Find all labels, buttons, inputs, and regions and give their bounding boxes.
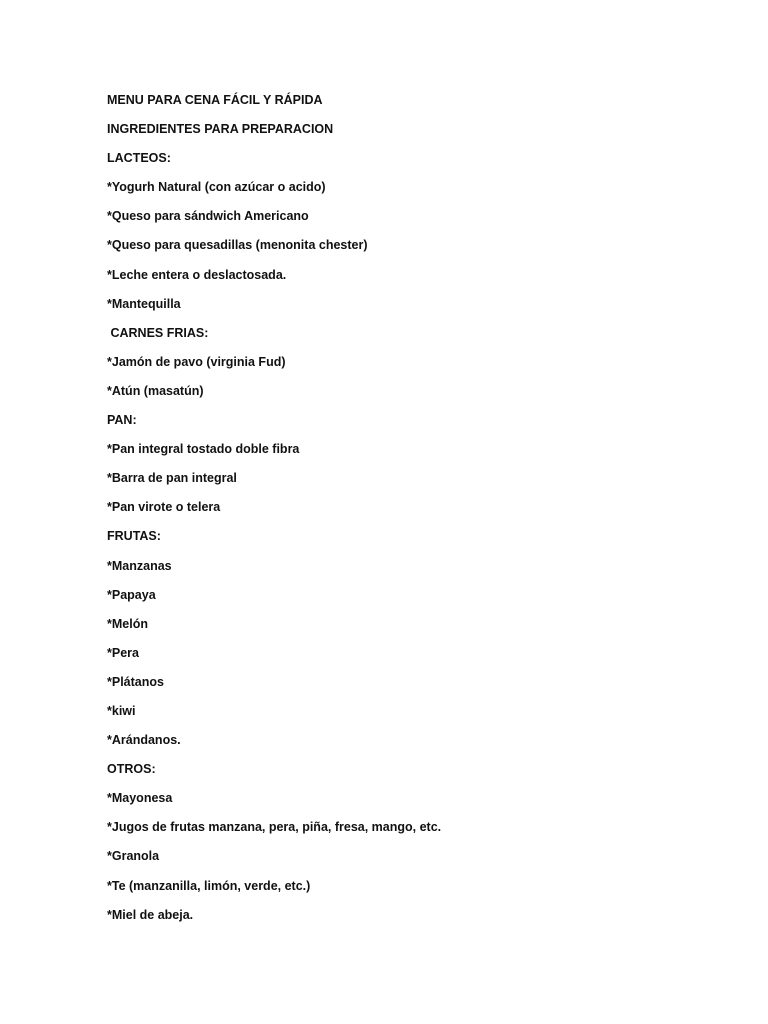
list-item: *Plátanos xyxy=(107,674,164,689)
list-item: *Mantequilla xyxy=(107,296,181,311)
list-item: *Pera xyxy=(107,645,139,660)
section-heading-carnes-frias: CARNES FRIAS: xyxy=(107,325,209,340)
list-item: *Mayonesa xyxy=(107,791,173,806)
list-item: *Atún (masatún) xyxy=(107,383,204,398)
list-item: *Miel de abeja. xyxy=(107,907,194,922)
list-item: *Queso para sándwich Americano xyxy=(107,209,309,224)
list-item: *Jamón de pavo (virginia Fud) xyxy=(107,354,286,369)
list-item: *Te (manzanilla, limón, verde, etc.) xyxy=(107,878,311,893)
section-heading-otros: OTROS: xyxy=(107,762,156,777)
list-item: *Melón xyxy=(107,616,148,631)
list-item: *Arándanos. xyxy=(107,733,181,748)
list-item: *Barra de pan integral xyxy=(107,471,237,486)
list-item: *Manzanas xyxy=(107,558,172,573)
document-title: MENU PARA CENA FÁCIL Y RÁPIDA xyxy=(107,93,323,107)
list-item: *Jugos de frutas manzana, pera, piña, fresa, mango, etc. xyxy=(107,820,442,835)
section-heading-pan: PAN: xyxy=(107,413,137,428)
section-heading-lacteos: LACTEOS: xyxy=(107,151,171,166)
section-heading-ingredientes: INGREDIENTES PARA PREPARACION xyxy=(107,122,334,137)
document-body xyxy=(107,91,727,935)
list-item: *Leche entera o deslactosada. xyxy=(107,267,287,282)
list-item: *Queso para quesadillas (menonita chester) xyxy=(107,238,368,253)
list-item: *Papaya xyxy=(107,587,156,602)
list-item: *Pan virote o telera xyxy=(107,500,221,515)
list-item: *kiwi xyxy=(107,703,136,718)
list-item: *Yogurh Natural (con azúcar o acido) xyxy=(107,180,326,195)
list-item: *Granola xyxy=(107,849,160,864)
list-item: *Pan integral tostado doble fibra xyxy=(107,442,300,457)
section-heading-frutas: FRUTAS: xyxy=(107,529,161,544)
